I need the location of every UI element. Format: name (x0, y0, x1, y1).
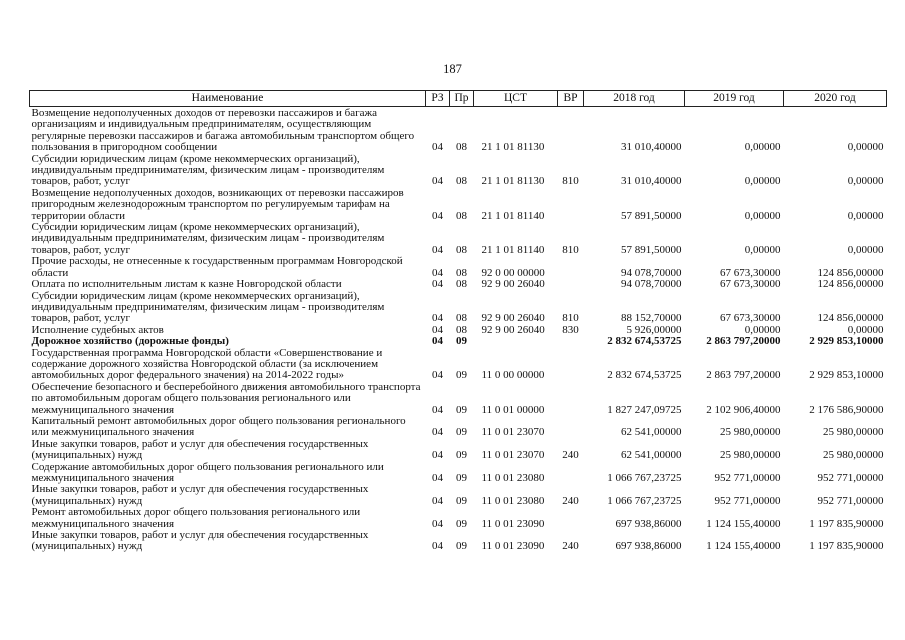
row-vr (558, 188, 584, 222)
table-header-row (30, 91, 887, 107)
row-name: Иные закупки товаров, работ и услуг для обеспечения государственных (муниципальных) нужд (31, 483, 369, 507)
row-pr: 09 (456, 517, 467, 530)
row-rz: 04 (432, 278, 443, 291)
row-vr (558, 382, 584, 416)
header-2018: 2018 год (584, 91, 685, 107)
row-2020: 952 771,00000 (817, 494, 884, 507)
row-2019: 952 771,00000 (714, 472, 781, 484)
row-2018: 88 152,70000 (621, 312, 682, 325)
row-2019: 1 124 155,40000 (706, 540, 781, 553)
row-pr: 08 (456, 243, 467, 256)
row-cst: 92 9 00 26040 (481, 323, 545, 336)
row-2018: 57 891,50000 (621, 209, 682, 222)
row-vr (558, 462, 584, 485)
row-2020: 124 856,00000 (817, 312, 884, 325)
row-cst: 11 0 01 23090 (481, 540, 545, 553)
row-cst: 21 1 01 81140 (481, 243, 545, 256)
row-name: Дорожное хозяйство (дорожные фонды) (31, 335, 229, 348)
row-vr (558, 256, 584, 279)
table-row (30, 530, 887, 553)
row-rz: 04 (432, 540, 443, 553)
row-2019: 67 673,30000 (720, 266, 781, 279)
row-cst: 11 0 01 23070 (481, 426, 545, 439)
row-2018: 697 938,86000 (615, 540, 682, 553)
row-2020: 2 929 853,10000 (809, 335, 884, 348)
header-rz: РЗ (426, 91, 450, 107)
row-2018: 1 827 247,09725 (607, 403, 682, 416)
row-2019: 2 102 906,40000 (706, 403, 781, 416)
row-2018: 697 938,86000 (615, 517, 682, 530)
row-2020: 0,00000 (847, 243, 884, 256)
header-2020: 2020 год (784, 91, 887, 107)
row-pr: 08 (456, 175, 467, 188)
header-name: Наименование (30, 91, 426, 107)
row-2018: 1 066 767,23725 (607, 472, 682, 484)
row-vr: 240 (562, 540, 579, 553)
row-2018: 2 832 674,53725 (607, 335, 682, 348)
row-2020: 2 176 586,90000 (809, 403, 884, 416)
row-name: Субсидии юридическим лицам (кроме некоммерческих организаций), индивидуальным предпринимателям, физическим лицам - производителям товаров, работ, услуг (31, 152, 385, 188)
row-vr: 240 (562, 449, 579, 462)
table-row (30, 416, 887, 439)
row-name: Оплата по исполнительным листам к казне Новгородской области (31, 278, 342, 291)
row-name: Обеспечение безопасного и бесперебойного движения автомобильного транспорта по автомобильным дорогам общего пользования регионального или межмуниципального значения (31, 380, 421, 416)
budget-table (29, 90, 887, 553)
row-rz: 04 (432, 335, 443, 348)
row-pr: 08 (456, 278, 467, 291)
row-rz: 04 (432, 243, 443, 256)
row-pr: 09 (456, 403, 467, 416)
row-cst: 11 0 00 00000 (481, 369, 545, 382)
row-name: Прочие расходы, не отнесенные к государственным программам Новгородской области (31, 255, 403, 279)
page-number: 187 (443, 62, 462, 76)
row-name: Государственная программа Новгородской области «Совершенствование и содержание дорожного хозяйства Новгородской области (за исключением автомобильных дорог федерального значения) на 2014-2022 годы» (31, 346, 383, 382)
row-2018: 94 078,70000 (621, 266, 682, 279)
header-vr: ВР (558, 91, 584, 107)
row-2020: 0,00000 (847, 209, 884, 222)
table-row (30, 382, 887, 416)
row-pr: 09 (456, 369, 467, 382)
row-pr: 08 (456, 209, 467, 222)
row-2019: 2 863 797,20000 (706, 369, 781, 382)
row-cst: 92 0 00 00000 (481, 266, 545, 279)
row-pr: 08 (456, 312, 467, 325)
row-vr (558, 507, 584, 530)
row-rz: 04 (432, 472, 443, 484)
row-cst: 11 0 01 23080 (481, 494, 545, 507)
row-name: Возмещение недополученных доходов, возникающих от перевозки пассажиров пригородным железнодорожным транспортом по регулируемым тарифам на территории области (31, 186, 404, 222)
row-rz: 04 (432, 403, 443, 416)
table-row (30, 462, 887, 485)
row-rz: 04 (432, 141, 443, 154)
row-vr (558, 336, 584, 347)
table-row (30, 188, 887, 222)
row-2020: 25 980,00000 (823, 426, 884, 439)
row-name: Субсидии юридическим лицам (кроме некоммерческих организаций), индивидуальным предпринимателям, физическим лицам - производителям товаров, работ, услуг (31, 221, 385, 256)
row-vr: 240 (562, 494, 579, 507)
row-2019: 0,00000 (744, 175, 781, 188)
row-2018: 2 832 674,53725 (607, 369, 682, 382)
header-cst: ЦСТ (474, 91, 558, 107)
row-name: Капитальный ремонт автомобильных дорог общего пользования регионального или межмуниципального значения (31, 414, 406, 439)
row-cst: 11 0 01 23080 (481, 472, 545, 484)
row-pr: 09 (456, 449, 467, 462)
table-row (30, 154, 887, 188)
row-cst: 11 0 01 23070 (481, 449, 545, 462)
row-2020: 0,00000 (847, 175, 884, 188)
row-name: Субсидии юридическим лицам (кроме некоммерческих организаций), индивидуальным предпринимателям, физическим лицам - производителям товаров, работ, услуг (31, 289, 385, 325)
row-name: Содержание автомобильных дорог общего пользования регионального или межмуниципального значения (31, 460, 384, 484)
row-name: Иные закупки товаров, работ и услуг для обеспечения государственных (муниципальных) нужд (31, 529, 369, 553)
row-rz: 04 (432, 494, 443, 507)
row-pr: 08 (456, 141, 467, 154)
row-2018: 5 926,00000 (626, 323, 682, 336)
row-2019: 0,00000 (744, 323, 781, 336)
row-2019: 0,00000 (744, 243, 781, 256)
table-row (30, 256, 887, 279)
row-2019: 0,00000 (744, 141, 781, 154)
row-2020: 952 771,00000 (817, 472, 884, 484)
header-2019: 2019 год (685, 91, 784, 107)
table-row (30, 336, 887, 347)
row-vr (558, 348, 584, 382)
row-2019: 67 673,30000 (720, 278, 781, 291)
table-row (30, 222, 887, 256)
row-rz: 04 (432, 426, 443, 439)
row-vr (558, 279, 584, 290)
row-cst: 11 0 01 23090 (481, 517, 545, 530)
row-2020: 2 929 853,10000 (809, 369, 884, 382)
table-row (30, 348, 887, 382)
row-cst: 21 1 01 81130 (481, 175, 545, 188)
table-row (30, 107, 887, 154)
row-rz: 04 (432, 175, 443, 188)
row-pr: 09 (456, 335, 467, 348)
row-2020: 124 856,00000 (817, 266, 884, 279)
row-2019: 67 673,30000 (720, 312, 781, 325)
row-2020: 124 856,00000 (817, 278, 884, 291)
row-pr: 08 (456, 323, 467, 336)
row-name: Ремонт автомобильных дорог общего пользования регионального или межмуниципального значения (31, 506, 361, 530)
row-vr: 810 (562, 312, 579, 325)
row-pr: 09 (456, 494, 467, 507)
row-2020: 0,00000 (847, 323, 884, 336)
row-rz: 04 (432, 323, 443, 336)
row-vr: 830 (562, 323, 579, 336)
row-cst: 92 9 00 26040 (481, 312, 545, 325)
row-2020: 1 197 835,90000 (809, 517, 884, 530)
row-cst (474, 336, 558, 347)
row-rz: 04 (432, 209, 443, 222)
row-pr: 09 (456, 472, 467, 484)
row-rz: 04 (432, 266, 443, 279)
row-pr: 09 (456, 540, 467, 553)
row-name: Исполнение судебных актов (31, 323, 164, 336)
row-pr: 09 (456, 426, 467, 439)
row-cst: 11 0 01 00000 (481, 403, 545, 416)
row-2019: 2 863 797,20000 (706, 335, 781, 348)
row-2018: 94 078,70000 (621, 278, 682, 291)
table-body (30, 107, 887, 553)
row-rz: 04 (432, 369, 443, 382)
table-row (30, 484, 887, 507)
table-row (30, 279, 887, 290)
row-cst: 92 9 00 26040 (481, 278, 545, 291)
row-2018: 62 541,00000 (621, 426, 682, 439)
row-2019: 0,00000 (744, 209, 781, 222)
row-2020: 1 197 835,90000 (809, 540, 884, 553)
row-vr: 810 (562, 175, 579, 188)
row-2019: 952 771,00000 (714, 494, 781, 507)
row-vr: 810 (562, 243, 579, 256)
row-2018: 1 066 767,23725 (607, 494, 682, 507)
row-name: Возмещение недополученных доходов от перевозки пассажиров и багажа организациям и индивидуальным предпринимателям, осуществляющим регулярные перевозки пассажиров и багажа автомобильным транспортом общего пользования в пригородном сообщении (31, 107, 415, 154)
row-vr (558, 416, 584, 439)
row-2018: 57 891,50000 (621, 243, 682, 256)
row-rz: 04 (432, 449, 443, 462)
row-cst: 21 1 01 81130 (481, 141, 545, 154)
row-2018: 62 541,00000 (621, 449, 682, 462)
row-2019: 25 980,00000 (720, 449, 781, 462)
row-2018: 31 010,40000 (621, 175, 682, 188)
row-2019: 25 980,00000 (720, 426, 781, 439)
row-2020: 25 980,00000 (823, 449, 884, 462)
row-pr: 08 (456, 266, 467, 279)
row-2020: 0,00000 (847, 141, 884, 154)
row-rz: 04 (432, 312, 443, 325)
table-row (30, 507, 887, 530)
table-row (30, 439, 887, 462)
row-vr (558, 107, 584, 154)
row-2018: 31 010,40000 (621, 141, 682, 154)
row-2019: 1 124 155,40000 (706, 517, 781, 530)
header-pr: Пр (450, 91, 474, 107)
table-row (30, 291, 887, 325)
row-rz: 04 (432, 517, 443, 530)
row-cst: 21 1 01 81140 (481, 209, 545, 222)
row-name: Иные закупки товаров, работ и услуг для обеспечения государственных (муниципальных) нужд (31, 437, 369, 462)
